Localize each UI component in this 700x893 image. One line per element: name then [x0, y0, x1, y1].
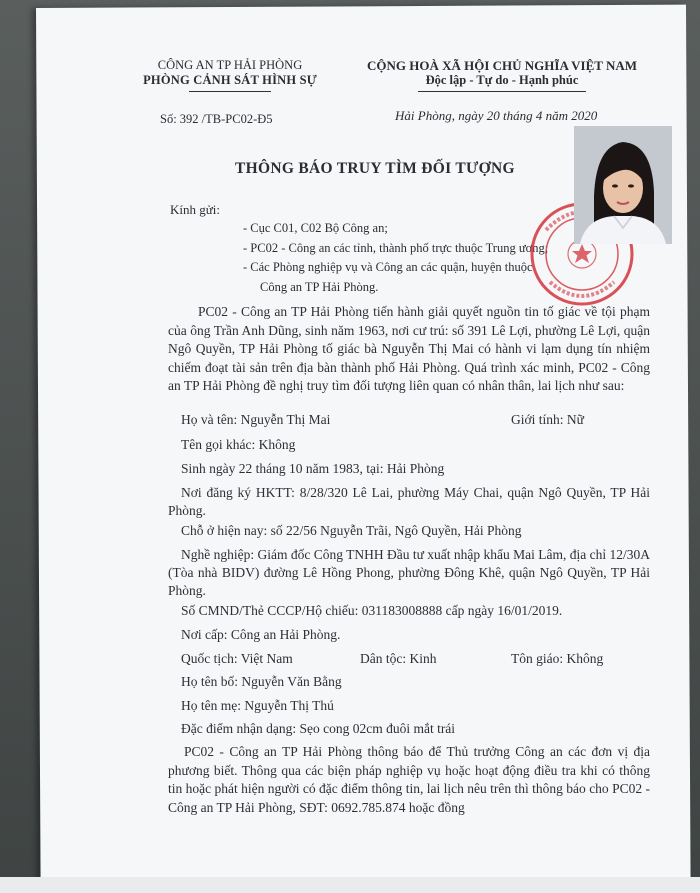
- subject-father: Họ tên bố: Nguyễn Văn Bằng: [181, 674, 342, 689]
- recipient-item: - PC02 - Công an các tỉnh, thành phố trực thuộc Trung ương;: [243, 240, 549, 255]
- subject-issued-by: Nơi cấp: Công an Hải Phòng.: [181, 627, 341, 642]
- subject-registered-address: Nơi đăng ký HKTT: 8/28/320 Lê Lai, phường Máy Chai, quận Ngô Quyền, TP Hải Phòng.: [168, 485, 650, 518]
- document-number: Số: 392 /TB-PC02-Đ5: [160, 112, 273, 126]
- subject-ethnicity: Dân tộc: Kinh: [360, 651, 437, 666]
- agency-underline: [189, 91, 271, 92]
- subject-gender: Giới tính: Nữ: [511, 412, 584, 427]
- page-bottom-edge: [0, 877, 700, 893]
- national-header: [342, 58, 662, 92]
- subject-id-number: Số CMND/Thẻ CCCP/Hộ chiếu: 031183008888 cấp ngày 16/01/2019.: [181, 603, 563, 618]
- national-motto: Độc lập - Tự do - Hạnh phúc: [425, 73, 579, 87]
- recipients-label: Kính gửi:: [170, 202, 221, 217]
- country-name: CỘNG HOÀ XÃ HỘI CHỦ NGHĨA VIỆT NAM: [366, 58, 638, 73]
- intro-paragraph: PC02 - Công an TP Hải Phòng tiến hành giải quyết nguồn tin tố giác về tội phạm của ông Trần Anh Dũng, sinh năm 1963, nơi cư trú: số 391 Lê Lợi, phường Lê Lợi, quận Ngô Quyền, TP Hải Phòng tố giác bà Nguyễn Thị Mai có hành vi lạm dụng tín nhiệm chiếm đoạt tài sản trên địa bàn thành phố Hải Phòng. Quá trình xác minh, PC02 - Công an TP Hải Phòng đề nghị truy tìm đối tượng liên quan có nhân thân, lai lịch như sau:: [168, 304, 650, 393]
- place-and-date: Hải Phòng, ngày 20 tháng 4 năm 2020: [395, 108, 598, 123]
- suspect-photo: [574, 126, 672, 244]
- recipient-item: - Các Phòng nghiệp vụ và Công an các quận, huyện thuộc: [243, 260, 533, 274]
- subject-alias: Tên gọi khác: Không: [181, 437, 296, 452]
- subject-full-name: Họ và tên: Nguyễn Thị Mai: [181, 412, 331, 427]
- subject-birth: Sinh ngày 22 tháng 10 năm 1983, tại: Hải Phòng: [181, 461, 445, 476]
- recipient-item: - Cục C01, C02 Bộ Công an;: [243, 221, 388, 235]
- recipients-list: [243, 219, 548, 297]
- subject-identifying-marks: Đặc điểm nhận dạng: Sẹo cong 02cm đuôi mắt trái: [181, 721, 456, 736]
- motto-underline: [418, 91, 586, 92]
- subject-nationality: Quốc tịch: Việt Nam: [181, 651, 293, 666]
- subject-occupation: Nghề nghiệp: Giám đốc Công TNHH Đầu tư xuất nhập khẩu Mai Lâm, địa chỉ 12/30A (Tòa nhà BIDV) đường Lê Hồng Phong, phường Đông Khê, quận Ngô Quyền, TP Hải Phòng.: [168, 547, 650, 598]
- agency-line-1: CÔNG AN TP HẢI PHÒNG: [157, 58, 303, 72]
- portrait-image-icon: [574, 126, 672, 244]
- agency-header: [130, 58, 330, 92]
- subject-current-address: Chỗ ở hiện nay: số 22/56 Nguyễn Trãi, Ngô Quyền, Hải Phòng: [181, 523, 522, 538]
- recipient-item: Công an TP Hải Phòng.: [260, 279, 379, 294]
- subject-mother: Họ tên mẹ: Nguyễn Thị Thú: [181, 698, 334, 713]
- closing-paragraph: PC02 - Công an TP Hải Phòng thông báo để Thủ trưởng Công an các đơn vị địa phương biết. Thông qua các biện pháp nghiệp vụ hoặc hoạt động điều tra khi có thông tin hoặc phát hiện người có đặc điểm thông tin, lai lịch nêu trên thì thông báo cho PC02 - Công an TP Hải Phòng, SĐT: 0692.785.874 hoặc đồng: [168, 744, 650, 815]
- agency-line-2: PHÒNG CẢNH SÁT HÌNH SỰ: [143, 73, 317, 87]
- subject-religion: Tôn giáo: Không: [511, 651, 604, 666]
- document-title: THÔNG BÁO TRUY TÌM ĐỐI TƯỢNG: [235, 160, 515, 177]
